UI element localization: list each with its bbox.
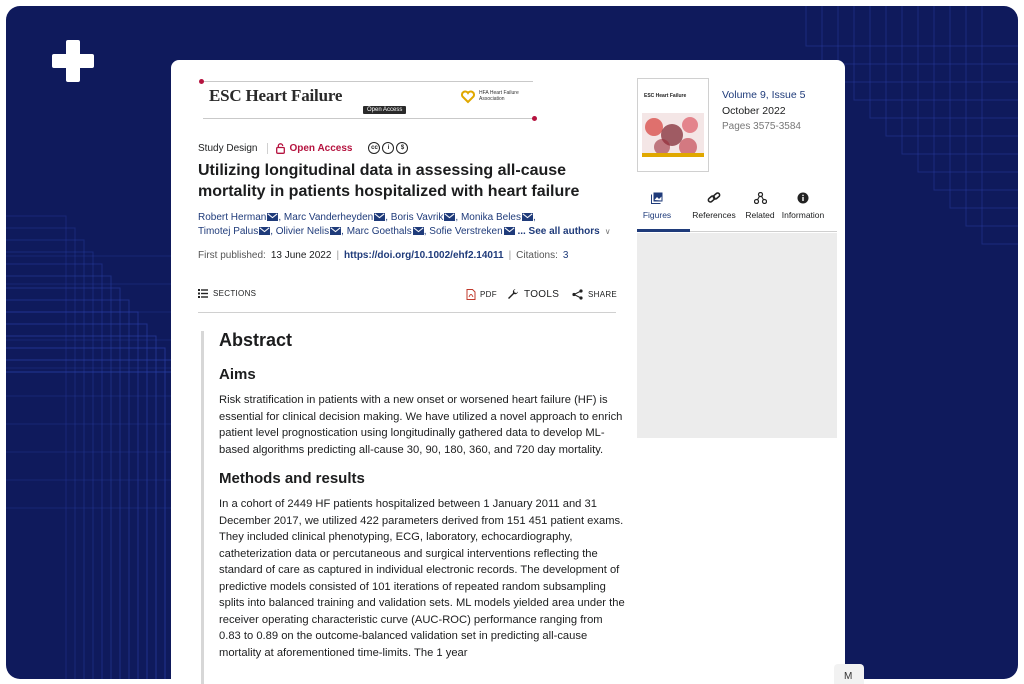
- share-icon: [572, 289, 583, 300]
- list-icon: [198, 289, 208, 298]
- author-link[interactable]: [391, 212, 456, 223]
- issue-date: October 2022: [722, 105, 786, 117]
- email-icon: [330, 227, 341, 235]
- open-access-label: [276, 143, 352, 154]
- author-link[interactable]: [284, 212, 385, 223]
- author-name: Sofie Verstreken: [429, 226, 503, 237]
- sections-button[interactable]: [198, 289, 256, 298]
- abstract-section: [201, 331, 625, 684]
- tab-references[interactable]: [692, 192, 736, 220]
- methods-heading: Methods and results: [219, 470, 365, 487]
- article-type: Study Design: [198, 143, 268, 154]
- author-list: Robert Herman , Marc Vanderheyden , Boris Vavrik , Monika Beles , Timotej Palus , Olivier Nelis , Marc Goethals , Sofie Verstreken ... See all authors ∨: [198, 212, 611, 237]
- corner-widget[interactable]: M: [834, 664, 864, 684]
- author-link[interactable]: [429, 226, 514, 237]
- tab-figures-label: Figures: [642, 210, 672, 220]
- email-icon: [267, 213, 278, 221]
- author-link[interactable]: [347, 226, 424, 237]
- article-toolbar: [198, 283, 616, 313]
- author-name: Robert Herman: [198, 212, 267, 223]
- association-name: HFA Heart Failure Association: [479, 90, 519, 102]
- sections-label: SECTIONS: [213, 289, 257, 298]
- author-name: Timotej Palus: [198, 226, 259, 237]
- author-name: Marc Goethals: [346, 226, 412, 237]
- email-icon: [259, 227, 270, 235]
- first-published-label: First published:: [198, 250, 266, 261]
- first-published-date: 13 June 2022: [270, 250, 332, 261]
- aims-heading: Aims: [219, 366, 256, 383]
- email-icon: [444, 213, 455, 221]
- article-title: Utilizing longitudinal data in assessing all-cause mortality in patients hospitalized with heart failure: [198, 162, 580, 200]
- email-icon: [413, 227, 424, 235]
- author-link[interactable]: [276, 226, 341, 237]
- image-icon: [651, 192, 663, 204]
- tools-button[interactable]: [507, 288, 559, 300]
- pdf-label: PDF: [480, 290, 497, 299]
- author-name: Olivier Nelis: [275, 226, 330, 237]
- info-icon: [797, 192, 809, 204]
- author-name: Monika Beles: [460, 212, 521, 223]
- methods-text: In a cohort of 2449 HF patients hospitalized between 1 January 2011 and 31 December 2017, we utilized 422 parameters derived from 151 451 patient exams. They included clinical phenotyping, ECG, laboratory, echocardiography, catheterization data or percutaneous and surgical interventions reflecting the standard of care as captured in individual electronic records. The development of predictive models consisted of 101 iterations of repeated random subsampling splits into balanced training and validation sets. ML models yielded area under the receiver operating characteristic curve (AUC-ROC) performance ranging from 0.83 to 0.89 on the outcome-balanced validation set in predicting all-cause mortality at aforementioned time-limits. The 1 year: [219, 498, 625, 659]
- publication-info: First published: 13 June 2022 | https://doi.org/10.1002/ehf2.14011 | Citations: 3: [198, 250, 569, 261]
- author-link[interactable]: [461, 212, 533, 223]
- author-name: Boris Vavrik: [390, 212, 444, 223]
- tab-related-label: Related: [745, 210, 775, 220]
- citations-label: Citations:: [516, 250, 558, 261]
- article-meta-row: [198, 140, 408, 156]
- nc-icon: $: [396, 142, 408, 154]
- network-icon: [754, 192, 767, 204]
- share-button[interactable]: [572, 289, 617, 300]
- author-link[interactable]: [198, 212, 278, 223]
- open-access-text: Open Access: [289, 142, 353, 154]
- tab-information[interactable]: [777, 192, 829, 220]
- figures-panel: [637, 233, 837, 438]
- wrench-icon: [507, 288, 519, 300]
- share-label: SHARE: [588, 290, 618, 299]
- citations-count[interactable]: 3: [562, 250, 569, 261]
- sidebar-tabs: [637, 188, 837, 232]
- journal-name: ESC Heart Failure: [209, 86, 343, 105]
- email-icon: [504, 227, 515, 235]
- tab-information-label: Information: [781, 210, 825, 220]
- issue-link[interactable]: Volume 9, Issue 5: [722, 89, 806, 101]
- tools-label: TOOLS: [524, 288, 560, 300]
- author-name: Marc Vanderheyden: [283, 212, 374, 223]
- active-tab-indicator: [637, 229, 690, 232]
- chevron-down-icon: ∨: [604, 227, 611, 236]
- cover-artwork: [642, 113, 704, 157]
- license-icons[interactable]: [368, 142, 408, 154]
- hfa-heart-icon: [461, 90, 475, 104]
- tab-figures[interactable]: [637, 192, 677, 220]
- aims-text: Risk stratification in patients with a new onset or worsened heart failure (HF) is essential for clinical decision making. We have utilized a novel approach to enrich patient level prognostication using longitudinally gathered data to develop ML-based algorithms predicting all-cause 30, 90, 180, 360, and 720 day mortality.: [219, 394, 623, 456]
- article-page: [171, 60, 845, 684]
- by-icon: i: [382, 142, 394, 154]
- tab-references-label: References: [692, 210, 736, 220]
- pdf-icon: [466, 289, 476, 300]
- plus-logo-icon: [52, 40, 94, 82]
- tab-related[interactable]: [743, 192, 777, 220]
- email-icon: [522, 213, 533, 221]
- open-access-badge: Open Access: [363, 106, 406, 114]
- link-icon: [707, 192, 721, 204]
- email-icon: [374, 213, 385, 221]
- author-link[interactable]: [198, 226, 270, 237]
- journal-banner[interactable]: [199, 80, 537, 120]
- see-all-authors-link[interactable]: ... See all authors: [517, 226, 600, 237]
- lock-open-icon: [276, 143, 285, 154]
- issue-cover-thumbnail[interactable]: [637, 78, 709, 172]
- abstract-heading: Abstract: [219, 330, 293, 350]
- doi-link[interactable]: https://doi.org/10.1002/ehf2.14011: [344, 250, 504, 261]
- cover-title: ESC Heart Failure: [644, 93, 687, 99]
- cc-icon: cc: [368, 142, 380, 154]
- pdf-button[interactable]: [466, 289, 497, 300]
- issue-pages: Pages 3575-3584: [722, 121, 801, 132]
